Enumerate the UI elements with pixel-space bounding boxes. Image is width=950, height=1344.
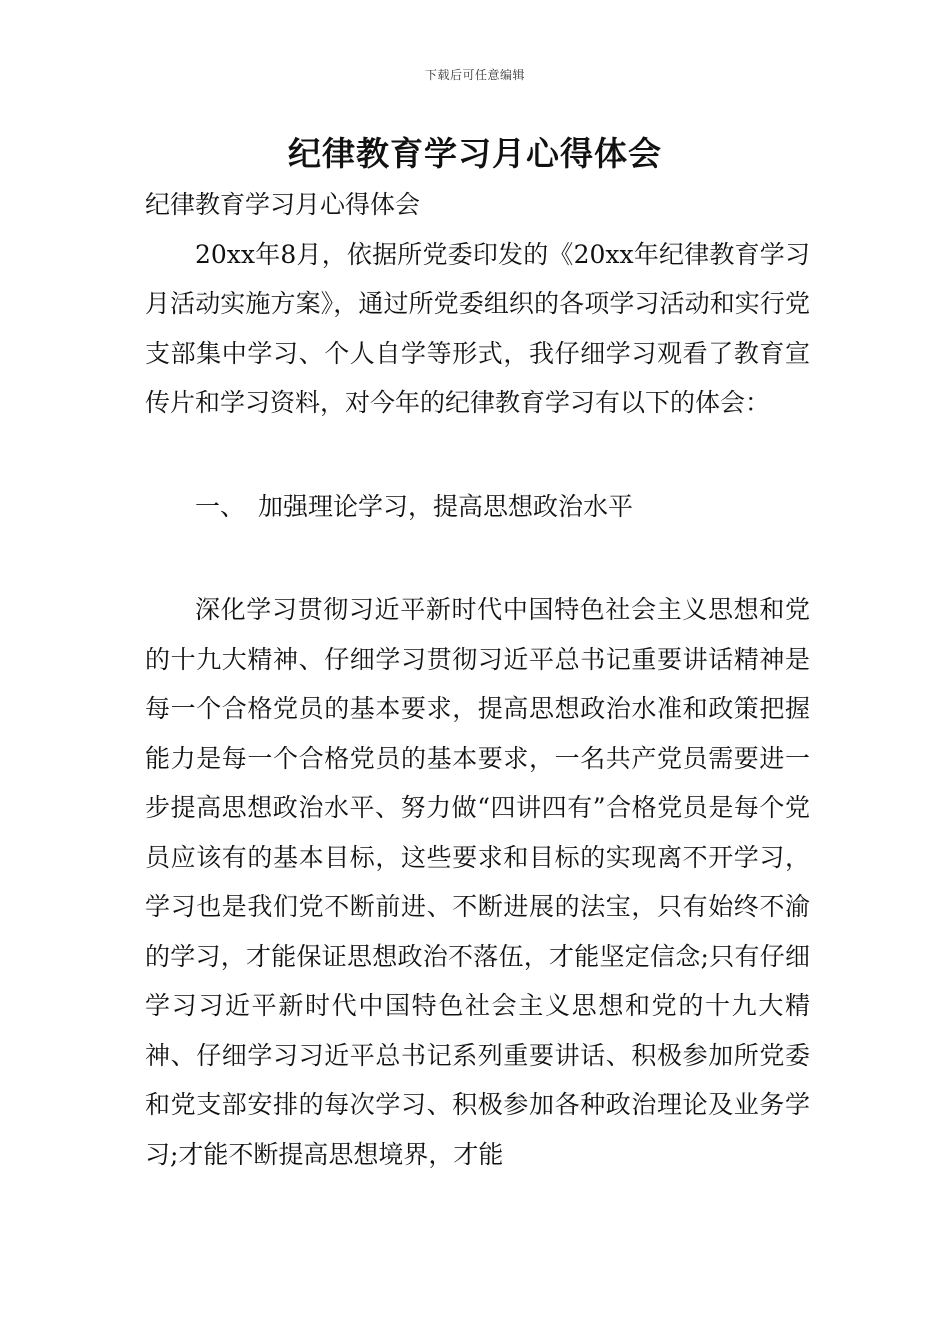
document-body	[145, 180, 810, 1179]
document-title: 纪律教育学习月心得体会	[288, 134, 662, 173]
section-heading	[145, 482, 810, 532]
header-note: 下载后可任意编辑	[424, 68, 525, 82]
section-number: 一、	[195, 491, 246, 521]
section-title: 加强理论学习，提高思想政治水平	[258, 491, 634, 521]
subtitle: 纪律教育学习月心得体会	[145, 190, 421, 219]
intro-paragraph: 20xx年8月，依据所党委印发的《20xx年纪律教育学习月活动实施方案》，通过所党委组织的各项学习活动和实行党支部集中学习、个人自学等形式，我仔细学习观看了教育宣传片和学习资料，对今年的纪律教育学习有以下的体会：	[145, 239, 810, 417]
section-body-paragraph: 深化学习贯彻习近平新时代中国特色社会主义思想和党的十九大精神、仔细学习贯彻习近平总书记重要讲话精神是每一个合格党员的基本要求，提高思想政治水准和政策把握能力是每一个合格党员的基本要求，一名共产党员需要进一步提高思想政治水平、努力做“四讲四有”合格党员是每个党员应该有的基本目标，这些要求和目标的实现离不开学习，学习也是我们党不断前进、不断进展的法宝，只有始终不渝的学习，才能保证思想政治不落伍，才能坚定信念;只有仔细学习习近平新时代中国特色社会主义思想和党的十九大精神、仔细学习习近平总书记系列重要讲话、积极参加所党委和党支部安排的每次学习、积极参加各种政治理论及业务学习;才能不断提高思想境界，才能	[145, 595, 810, 1169]
